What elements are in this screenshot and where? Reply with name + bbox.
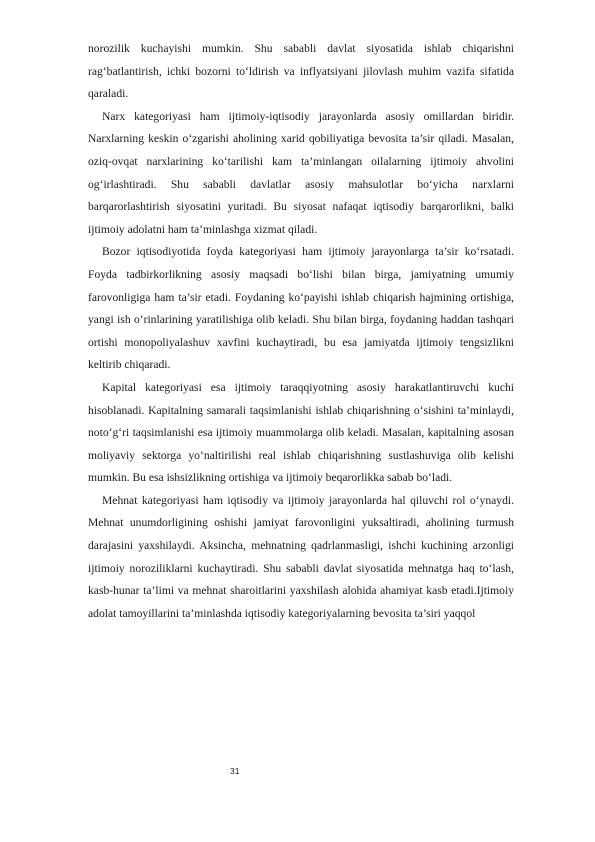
document-page	[88, 38, 514, 625]
paragraph-mehnat: Mehnat kategoriyasi ham iqtisodiy va ijtimoiy jarayonlarda hal qiluvchi rol o‘ynaydi. Mehnat unumdorligining oshishi jamiyat farovonligini yuksaltiradi, aholining turmush darajasini yaxshilaydi. Aksincha, mehnatning qadrlanmasligi, ishchi kuchining arzonligi ijtimoiy noroziliklarni kuchaytiradi. Shu sababli davlat siyosatida mehnatga haq to‘lash, kasb-hunar ta’limi va mehnat sharoitlarini yaxshilash alohida ahamiyat kasb etadi.Ijtimoiy adolat tamoyillarini ta’minlashda iqtisodiy kategoriyalarning bevosita ta’siri yaqqol	[88, 493, 514, 620]
paragraph-narx: Narx kategoriyasi ham ijtimoiy-iqtisodiy jarayonlarda asosiy omillardan biridir. Narxlarning keskin o‘zgarishi aholining xarid qobiliyatiga bevosita ta’sir qiladi. Masalan, oziq-ovqat narxlarining ko‘tarilishi kam ta’minlangan oilalarning ijtimoiy ahvolini og‘irlashtiradi. Shu sababli davlatlar asosiy mahsulotlar bo‘yicha narxlarni barqarorlashtirish siyosatini yuritadi. Bu siyosat nafaqat iqtisodiy barqarorlikni, balki ijtimoiy adolatni ham ta’minlashga xizmat qiladi.	[88, 109, 514, 236]
paragraph-kapital: Kapital kategoriyasi esa ijtimoiy taraqqiyotning asosiy harakatlantiruvchi kuchi hisoblanadi. Kapitalning samarali taqsimlanishi ishlab chiqarishning o‘sishini ta’minlaydi, noto‘g‘ri taqsimlanishi esa ijtimoiy muammolarga olib keladi. Masalan, kapitalning asosan moliyaviy sektorga yo‘naltirilishi real ishlab chiqarishning sustlashuviga olib kelishi mumkin. Bu esa ishsizlikning ortishiga va ijtimoiy beqarorlikka sabab bo‘ladi.	[88, 380, 514, 485]
paragraph-continuation: norozilik kuchayishi mumkin. Shu sababli davlat siyosatida ishlab chiqarishni rag‘batlantirish, ichki bozorni to‘ldirish va inflyatsiyani jilovlash muhim vazifa sifatida qaraladi.	[88, 42, 514, 101]
paragraph-foyda: Bozor iqtisodiyotida foyda kategoriyasi ham ijtimoiy jarayonlarga ta’sir ko‘rsatadi. Foyda tadbirkorlikning asosiy maqsadi bo‘lishi bilan birga, jamiyatning umumiy farovonligiga ham ta’sir etadi. Foydaning ko‘payishi ishlab chiqarish hajmining ortishiga, yangi ish o‘rinlarining yaratilishiga olib keladi. Shu bilan birga, foydaning haddan tashqari ortishi monopoliyalashuv xavfini kuchaytiradi, bu esa jamiyatda ijtimoiy tengsizlikni keltirib chiqaradi.	[88, 245, 514, 372]
page-number: 31	[230, 766, 240, 776]
